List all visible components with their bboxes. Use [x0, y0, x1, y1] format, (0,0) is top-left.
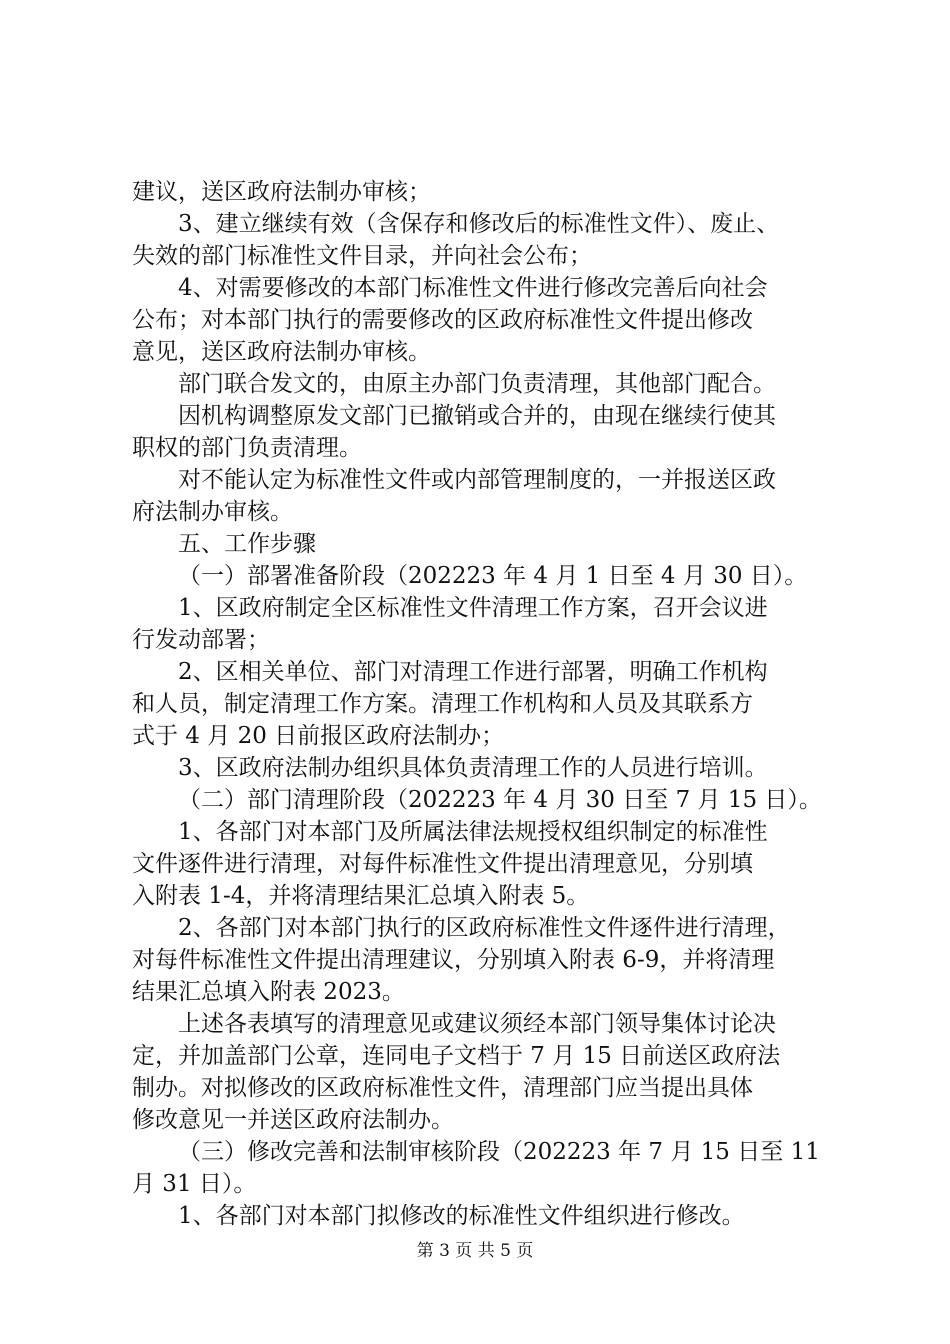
text-line: 行发动部署； [132, 627, 270, 653]
text-line: 部门联合发文的，由原主办部门负责清理，其他部门配合。 [178, 371, 776, 397]
text-line: 公布；对本部门执行的需要修改的区政府标准性文件提出修改 [132, 307, 753, 333]
text-line: 失效的部门标准性文件目录，并向社会公布； [132, 243, 592, 269]
text-line: 修改意见一并送区政府法制办。 [132, 1107, 454, 1133]
text-line: 府法制办审核。 [132, 499, 293, 525]
text-line: 1、各部门对本部门拟修改的标准性文件组织进行修改。 [178, 1203, 745, 1229]
text-line: 4、对需要修改的本部门标准性文件进行修改完善后向社会 [178, 275, 768, 301]
text-line: 文件逐件进行清理，对每件标准性文件提出清理意见，分别填 [132, 851, 753, 877]
text-line: 意见，送区政府法制办审核。 [132, 339, 431, 365]
page-number-footer: 第 3 页 共 5 页 [416, 1241, 534, 1261]
text-line: 对不能认定为标准性文件或内部管理制度的，一并报送区政 [178, 467, 776, 493]
text-line: 2、区相关单位、部门对清理工作进行部署，明确工作机构 [178, 659, 768, 685]
text-line: 上述各表填写的清理意见或建议须经本部门领导集体讨论决 [178, 1011, 776, 1037]
section-heading: 五、工作步骤 [178, 531, 316, 557]
text-line: 和人员，制定清理工作方案。清理工作机构和人员及其联系方 [132, 691, 753, 717]
text-line: 1、区政府制定全区标准性文件清理工作方案，召开会议进 [178, 595, 768, 621]
text-line: 职权的部门负责清理。 [132, 435, 362, 461]
text-line: 3、区政府法制办组织具体负责清理工作的人员进行培训。 [178, 755, 768, 781]
text-line: 月 31 日）。 [132, 1171, 257, 1197]
text-line: 建议，送区政府法制办审核； [132, 179, 431, 205]
text-line: 式于 4 月 20 日前报区政府法制办； [132, 723, 505, 749]
subsection-heading: （三）修改完善和法制审核阶段（202223 年 7 月 15 日至 11 [178, 1139, 820, 1165]
text-line: 制办。对拟修改的区政府标准性文件，清理部门应当提出具体 [132, 1075, 753, 1101]
text-line: 3、建立继续有效（含保存和修改后的标准性文件）、废止、 [178, 211, 780, 237]
text-line: 结果汇总填入附表 2023。 [132, 979, 405, 1005]
text-line: 因机构调整原发文部门已撤销或合并的，由现在继续行使其 [178, 403, 776, 429]
subsection-heading: （二）部门清理阶段（202223 年 4 月 30 日至 7 月 15 日）。 [178, 787, 822, 813]
subsection-heading: （一）部署准备阶段（202223 年 4 月 1 日至 4 月 30 日）。 [178, 563, 808, 589]
text-line: 对每件标准性文件提出清理建议，分别填入附表 6-9，并将清理 [132, 947, 775, 973]
text-line: 入附表 1-4，并将清理结果汇总填入附表 5。 [132, 883, 590, 909]
text-line: 1、各部门对本部门及所属法律法规授权组织制定的标准性 [178, 819, 768, 845]
text-line: 定，并加盖部门公章，连同电子文档于 7 月 15 日前送区政府法 [132, 1043, 781, 1069]
text-line: 2、各部门对本部门执行的区政府标准性文件逐件进行清理， [178, 915, 791, 941]
